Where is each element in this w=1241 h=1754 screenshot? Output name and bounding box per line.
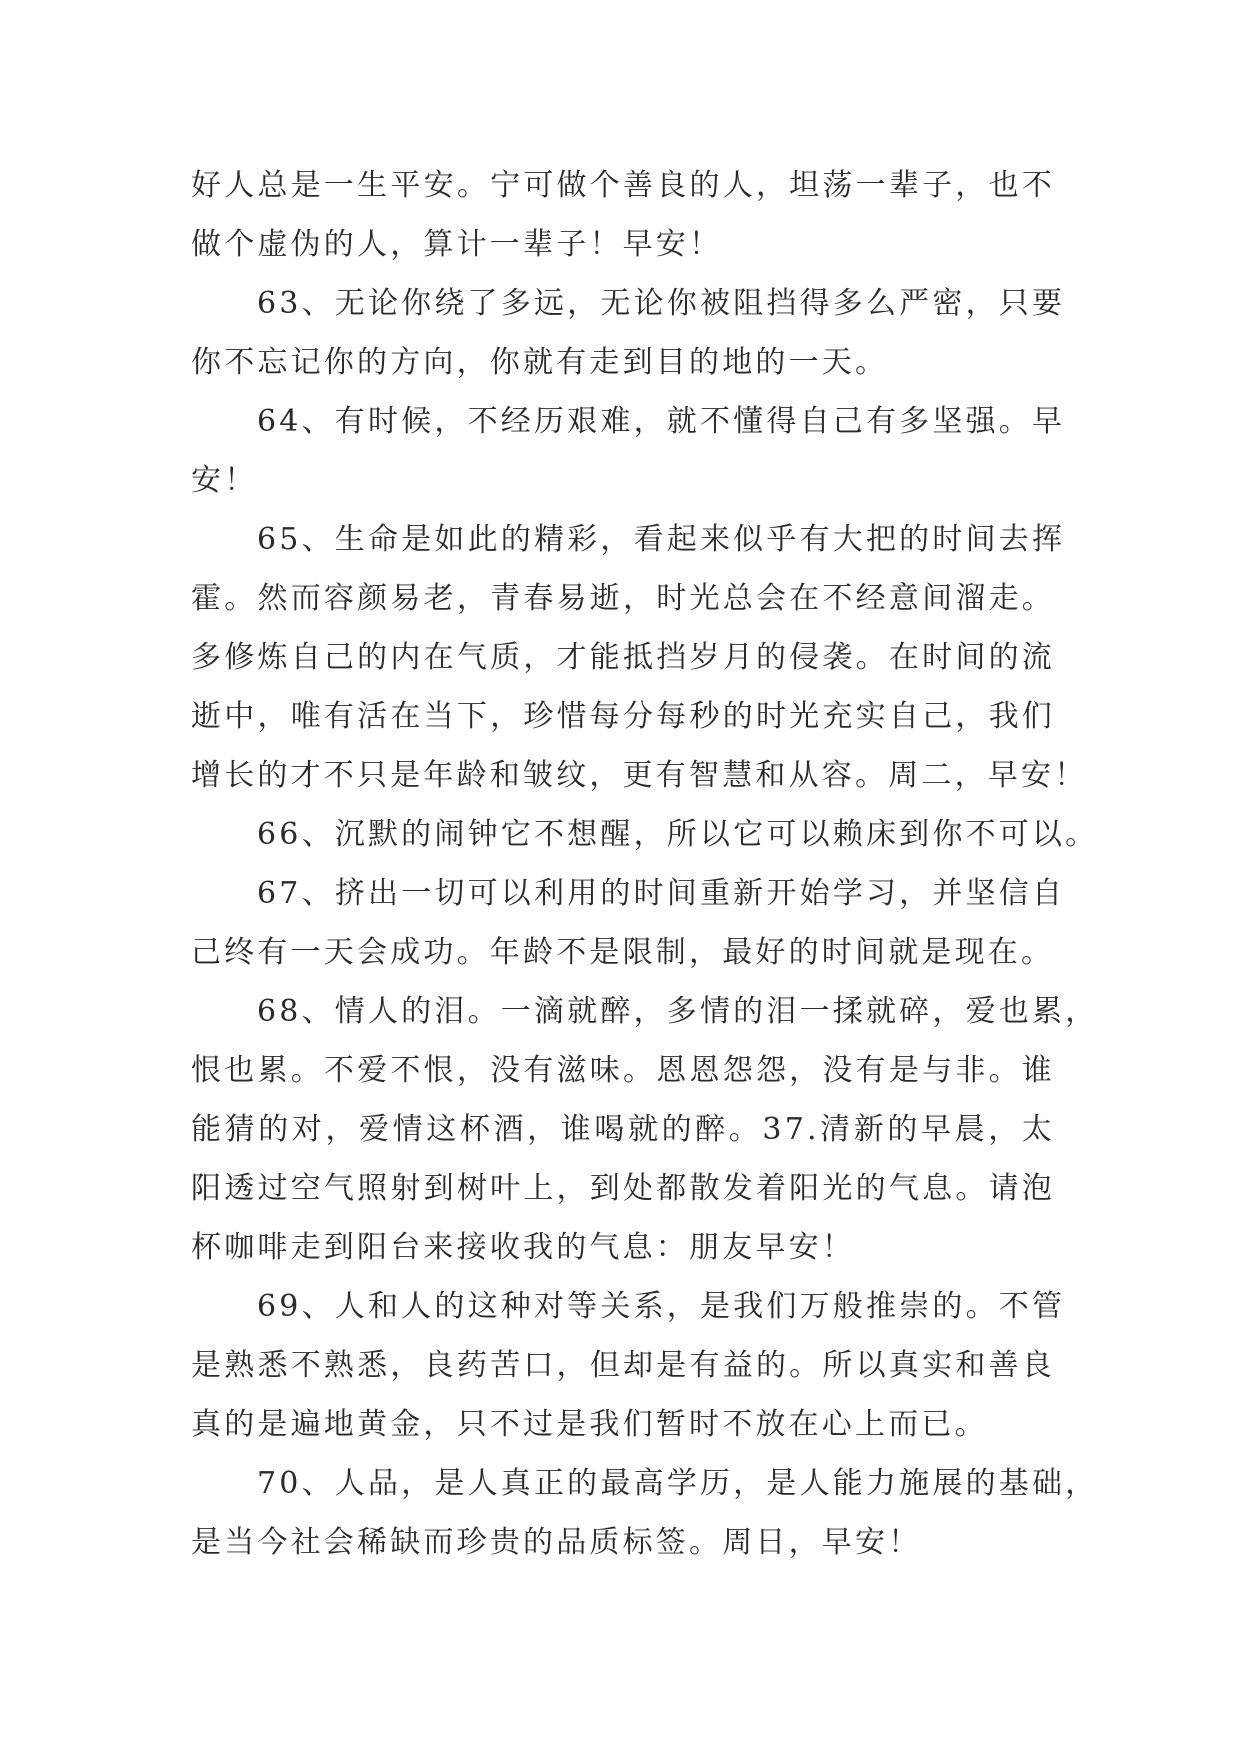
- text-line: 好人总是一生平安。宁可做个善良的人，坦荡一辈子，也不: [191, 168, 1055, 203]
- text-line: 70、人品，是人真正的最高学历，是人能力施展的基础，: [257, 1466, 1099, 1501]
- paragraph: [191, 805, 1099, 864]
- text-line: 杯咖啡走到阳台来接收我的气息：朋友早安！: [191, 1230, 855, 1265]
- text-line: 是熟悉不熟悉，良药苦口，但却是有益的。所以真实和善良: [191, 1348, 1055, 1383]
- text-line: 恨也累。不爱不恨，没有滋味。恩恩怨怨，没有是与非。谁: [191, 1053, 1055, 1088]
- paragraph: [191, 1454, 1099, 1572]
- text-line: 增长的才不只是年龄和皱纹，更有智慧和从容。周二，早安！: [191, 758, 1088, 793]
- continuation-paragraph: [191, 156, 1055, 274]
- text-line: 做个虚伪的人，算计一辈子！早安！: [191, 227, 723, 262]
- paragraph: [191, 1277, 1066, 1454]
- text-line: 真的是遍地黄金，只不过是我们暂时不放在心上而已。: [191, 1407, 988, 1442]
- text-line: 64、有时候，不经历艰难，就不懂得自己有多坚强。早: [257, 404, 1066, 439]
- text-line: 66、沉默的闹钟它不想醒，所以它可以赖床到你不可以。: [257, 817, 1099, 852]
- paragraph: [191, 392, 1066, 510]
- text-line: 霍。然而容颜易老，青春易逝，时光总会在不经意间溜走。: [191, 581, 1055, 616]
- document-body: [191, 156, 1099, 1572]
- paragraph: [191, 982, 1099, 1277]
- text-line: 68、情人的泪。一滴就醉，多情的泪一揉就碎，爱也累，: [257, 994, 1099, 1029]
- text-line: 63、无论你绕了多远，无论你被阻挡得多么严密，只要: [257, 286, 1066, 321]
- text-line: 65、生命是如此的精彩，看起来似乎有大把的时间去挥: [257, 522, 1066, 557]
- text-line: 逝中，唯有活在当下，珍惜每分每秒的时光充实自己，我们: [191, 699, 1055, 734]
- text-line: 能猜的对，爱情这杯酒，谁喝就的醉。37.清新的早晨，太: [191, 1112, 1055, 1147]
- text-line: 69、人和人的这种对等关系，是我们万般推崇的。不管: [257, 1289, 1066, 1324]
- text-line: 阳透过空气照射到树叶上，到处都散发着阳光的气息。请泡: [191, 1171, 1055, 1206]
- text-line: 67、挤出一切可以利用的时间重新开始学习，并坚信自: [257, 876, 1066, 911]
- text-line: 你不忘记你的方向，你就有走到目的地的一天。: [191, 345, 889, 380]
- text-line: 安！: [191, 463, 258, 498]
- paragraph: [191, 864, 1066, 982]
- text-line: 多修炼自己的内在气质，才能抵挡岁月的侵袭。在时间的流: [191, 640, 1055, 675]
- paragraph: [191, 274, 1066, 392]
- text-line: 是当今社会稀缺而珍贵的品质标签。周日，早安！: [191, 1525, 922, 1560]
- text-line: 己终有一天会成功。年龄不是限制，最好的时间就是现在。: [191, 935, 1055, 970]
- paragraph: [191, 510, 1088, 805]
